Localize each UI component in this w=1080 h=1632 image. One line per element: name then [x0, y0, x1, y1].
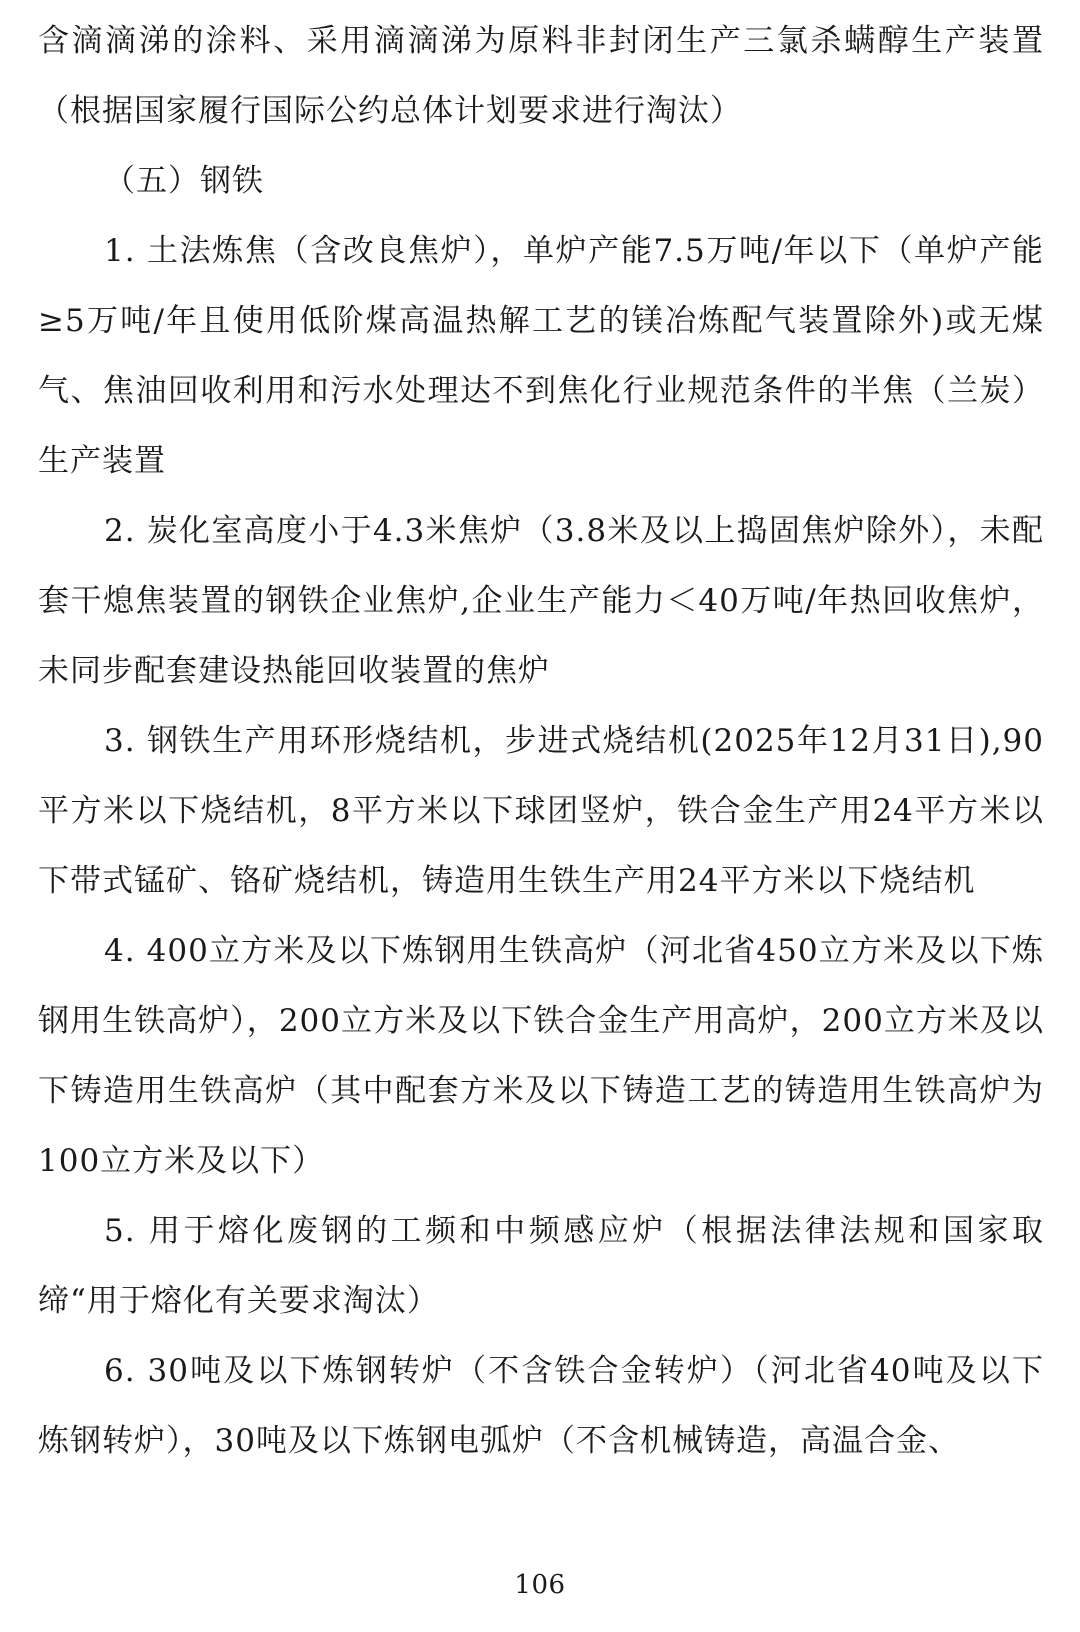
list-item-6: 6. 30吨及以下炼钢转炉（不含铁合金转炉）（河北省40吨及以下炼钢转炉），30吨及以下炼钢电弧炉（不含机械铸造，高温合金、: [38, 1353, 1044, 1459]
document-body: [38, 6, 1044, 1476]
list-item-3: 3. 钢铁生产用环形烧结机，步进式烧结机(2025年12月31日),90平方米以下烧结机，8平方米以下球团竖炉，铁合金生产用24平方米以下带式锰矿、铬矿烧结机，铸造用生铁生产用24平方米以下烧结机: [38, 723, 1044, 899]
page-number: 106: [514, 1570, 566, 1600]
list-item-5: 5. 用于熔化废钢的工频和中频感应炉（根据法律法规和国家取缔“用于熔化有关要求淘汰）: [38, 1213, 1044, 1319]
list-item-1: 1. 土法炼焦（含改良焦炉），单炉产能7.5万吨/年以下（单炉产能≥5万吨/年且使用低阶煤高温热解工艺的镁冶炼配气装置除外)或无煤气、焦油回收利用和污水处理达不到焦化行业规范条件的半焦（兰炭）生产装置: [38, 233, 1044, 479]
paragraph-continuation: 含滴滴涕的涂料、采用滴滴涕为原料非封闭生产三氯杀螨醇生产装置（根据国家履行国际公约总体计划要求进行淘汰）: [38, 23, 1044, 129]
list-item-2: 2. 炭化室高度小于4.3米焦炉（3.8米及以上捣固焦炉除外），未配套干熄焦装置的钢铁企业焦炉,企业生产能力＜40万吨/年热回收焦炉，未同步配套建设热能回收装置的焦炉: [38, 513, 1044, 689]
section-heading-steel: （五）钢铁: [104, 163, 264, 199]
list-item-4: 4. 400立方米及以下炼钢用生铁高炉（河北省450立方米及以下炼钢用生铁高炉），200立方米及以下铁合金生产用高炉，200立方米及以下铸造用生铁高炉（其中配套方米及以下铸造工艺的铸造用生铁高炉为100立方米及以下）: [38, 933, 1044, 1179]
